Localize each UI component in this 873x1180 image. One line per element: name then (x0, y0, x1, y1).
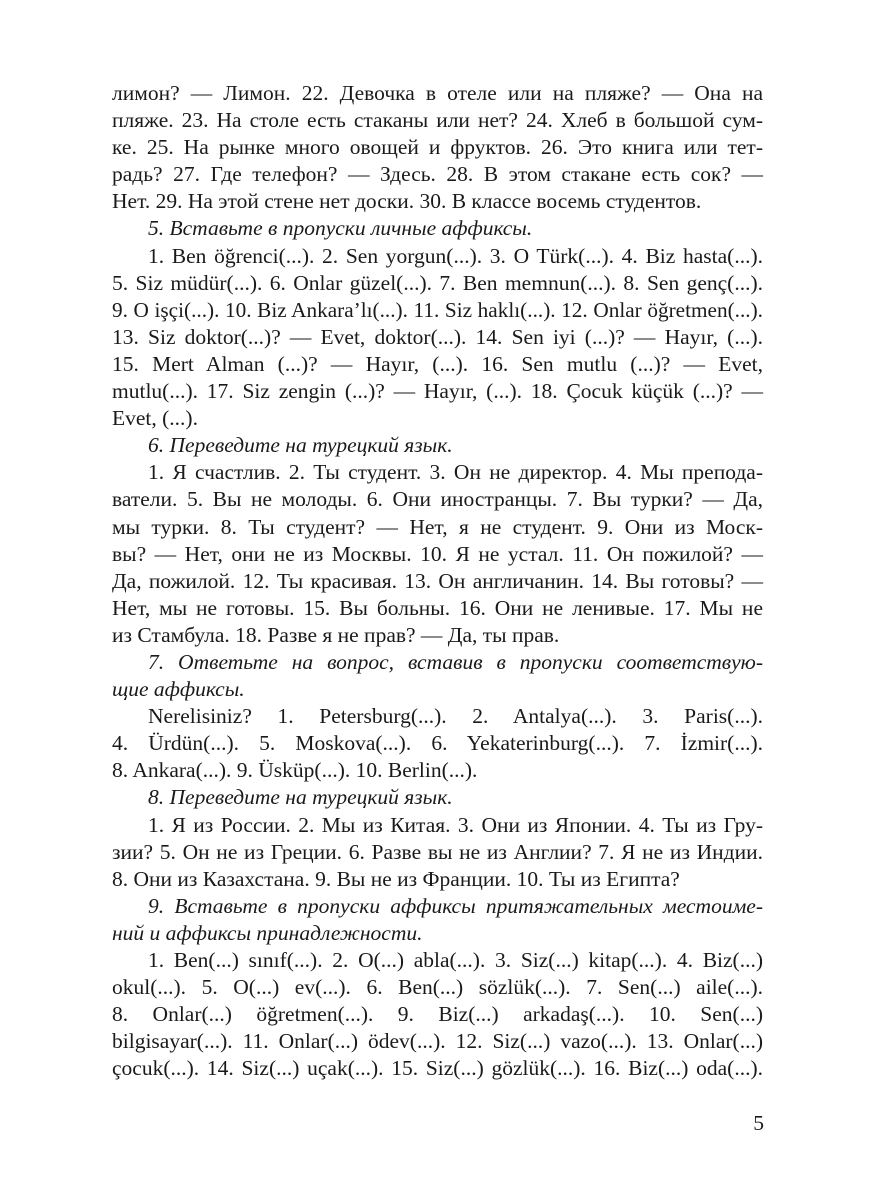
text-line: 8. Они из Казахстана. 9. Вы не из Франции. 10. Ты из Египта? (112, 866, 680, 891)
text-line: 1. Ben(...) sınıf(...). 2. O(...) abla(...). 3. Siz(...) kitap(...). 4. Biz(...) (148, 948, 763, 972)
text-line: мы турки. 8. Ты студент? — Нет, я не студент. 9. Они из Моск- (112, 514, 763, 539)
text-line: из Стамбула. 18. Разве я не прав? — Да, ты прав. (112, 622, 560, 647)
text-line: 15. Mert Alman (...)? — Hayır, (...). 16. Sen mutlu (...)? — Evet, (112, 351, 763, 376)
text-line: вы? — Нет, они не из Москвы. 10. Я не устал. 11. Он пожилой? — (112, 541, 763, 566)
exercise-heading-line: щие аффиксы. (112, 677, 245, 702)
text-line: 9. O işçi(...). 10. Biz Ankara’lı(...). 11. Siz haklı(...). 12. Onlar öğretmen(...). (112, 297, 763, 322)
exercise-heading-line: 5. Вставьте в пропуски личные аффиксы. (148, 216, 533, 241)
text-line: ватели. 5. Вы не молоды. 6. Они иностранцы. 7. Вы турки? — Да, (112, 487, 763, 512)
text-line: bilgisayar(...). 11. Onlar(...) ödev(...). 12. Siz(...) vazo(...). 13. Onlar(...) (112, 1029, 763, 1054)
text-line: 4. Ürdün(...). 5. Moskova(...). 6. Yekaterinburg(...). 7. İzmir(...). (112, 731, 763, 756)
text-line: Нет, мы не готовы. 15. Вы больны. 16. Они не ленивые. 17. Мы не (112, 595, 763, 620)
text-line: okul(...). 5. O(...) ev(...). 6. Ben(...) sözlük(...). 7. Sen(...) aile(...). (112, 975, 763, 1000)
exercise-heading-line: 6. Переведите на турецкий язык. (148, 433, 453, 458)
exercise-heading-line: 7. Ответьте на вопрос, вставив в пропуски соответствую- (148, 649, 763, 674)
text-line: 1. Я счастлив. 2. Ты студент. 3. Он не директор. 4. Мы препода- (148, 460, 763, 485)
exercise-heading-line: 9. Вставьте в пропуски аффиксы притяжательных местоиме- (148, 893, 763, 918)
text-line: 1. Ben öğrenci(...). 2. Sen yorgun(...). 3. O Türk(...). 4. Biz hasta(...). (148, 243, 763, 268)
text-line: лимон? — Лимон. 22. Девочка в отеле или на пляже? — Она на (112, 81, 763, 105)
text-line: 5. Siz müdür(...). 6. Onlar güzel(...). 7. Ben memnun(...). 8. Sen genç(...). (112, 270, 763, 295)
text-line: mutlu(...). 17. Siz zengin (...)? — Hayır, (...). 18. Çocuk küçük (...)? — (112, 379, 763, 404)
text-line: 8. Onlar(...) öğretmen(...). 9. Biz(...) arkadaş(...). 10. Sen(...) (112, 1002, 763, 1027)
page-text-block (112, 80, 763, 1082)
text-line: Да, пожилой. 12. Ты красивая. 13. Он англичанин. 14. Вы готовы? — (112, 568, 763, 593)
text-line: çocuk(...). 14. Siz(...) uçak(...). 15. Siz(...) gözlük(...). 16. Biz(...) oda(...). (112, 1056, 763, 1081)
text-line: пляже. 23. На столе есть стаканы или нет? 24. Хлеб в большой сум- (112, 108, 763, 133)
text-line: 1. Я из России. 2. Мы из Китая. 3. Они из Японии. 4. Ты из Гру- (148, 812, 763, 837)
text-line: Нет. 29. На этой стене нет доски. 30. В классе восемь студентов. (112, 189, 702, 214)
text-line: ке. 25. На рынке много овощей и фруктов. 26. Это книга или тет- (112, 135, 763, 160)
text-line: радь? 27. Где телефон? — Здесь. 28. В этом стакане есть сок? — (112, 162, 763, 187)
text-line: 13. Siz doktor(...)? — Evet, doktor(...). 14. Sen iyi (...)? — Hayır, (...). (112, 324, 763, 349)
text-line: Evet, (...). (112, 406, 198, 431)
exercise-heading-line: 8. Переведите на турецкий язык. (148, 785, 453, 810)
text-line: Nerelisiniz? 1. Petersburg(...). 2. Antalya(...). 3. Paris(...). (148, 704, 763, 729)
text-line: 8. Ankara(...). 9. Üsküp(...). 10. Berlin(...). (112, 758, 478, 783)
exercise-heading-line: ний и аффиксы принадлежности. (112, 920, 423, 945)
text-line: зии? 5. Он не из Греции. 6. Разве вы не из Англии? 7. Я не из Индии. (112, 839, 763, 864)
page-number: 5 (753, 1111, 764, 1135)
